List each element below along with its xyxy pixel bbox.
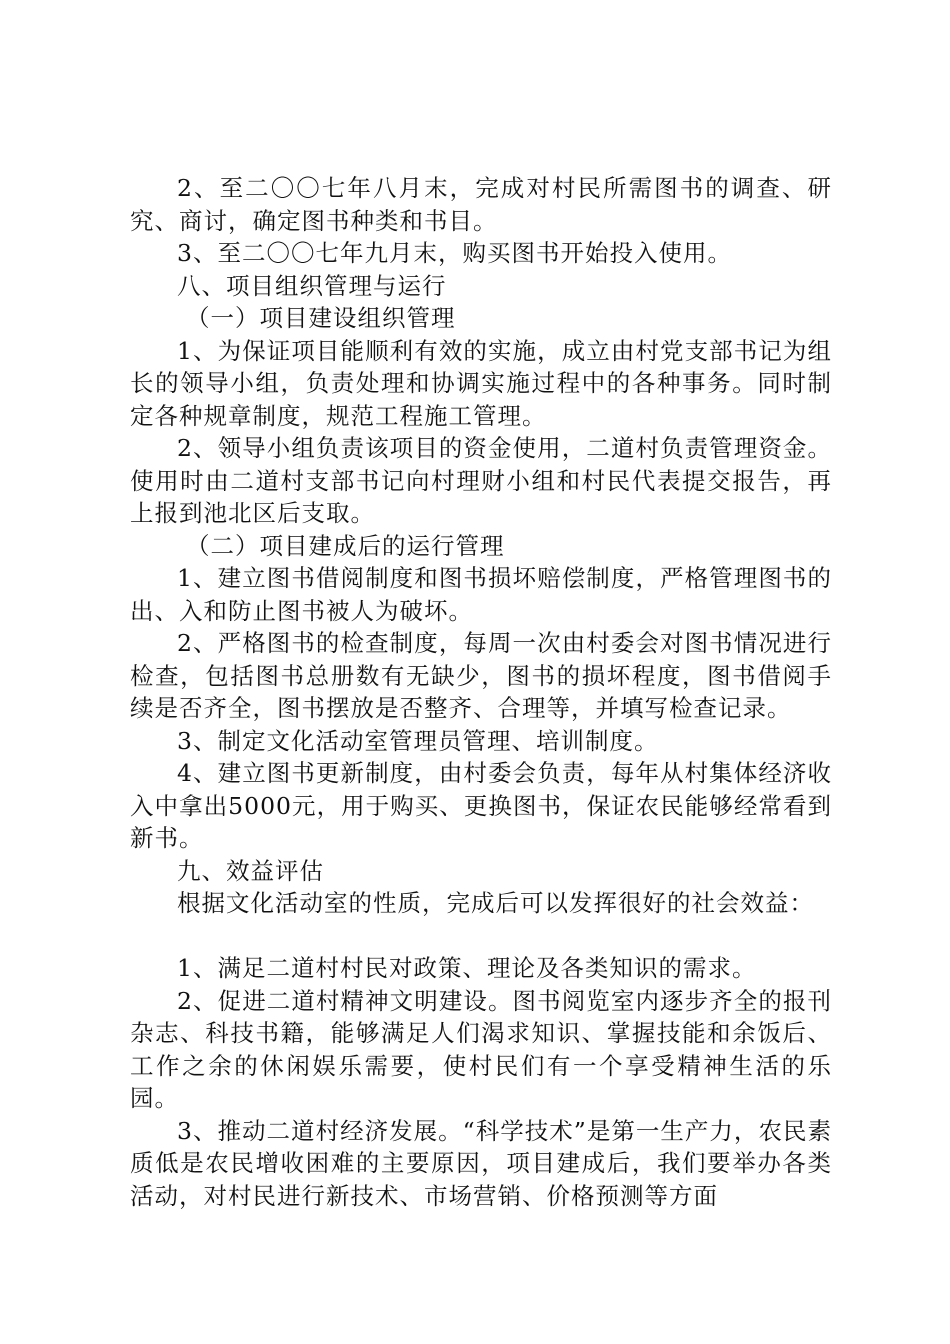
paragraph-fund-management: 2、领导小组负责该项目的资金使用，二道村负责管理资金。使用时由二道村支部书记向村理财小组和村民代表提交报告，再上报到池北区后支取。 — [130, 434, 832, 527]
section-heading-8: 八、项目组织管理与运行 — [177, 271, 447, 300]
paragraph-benefit-intro: 根据文化活动室的性质，完成后可以发挥很好的社会效益： — [177, 889, 814, 917]
subheading-construction-management: （一）项目建设组织管理 — [186, 304, 456, 332]
subheading-operation-management: （二）项目建成后的运行管理 — [186, 531, 505, 560]
paragraph-leadership-group: 1、为保证项目能顺利有效的实施，成立由村党支部书记为组长的领导小组，负责处理和协调实施过程中的各种事务。同时制定各种规章制度，规范工程施工管理。 — [130, 336, 832, 430]
paragraph-benefit-1: 1、满足二道村村民对政策、理论及各类知识的需求。 — [177, 954, 757, 982]
paragraph-borrowing-system: 1、建立图书借阅制度和图书损坏赔偿制度，严格管理图书的出、入和防止图书被人为破坏。 — [130, 564, 832, 625]
paragraph-benefit-2: 2、促进二道村精神文明建设。图书阅览室内逐步齐全的报刊杂志、科技书籍，能够满足人们渴求知识、掌握技能和余饭后、工作之余的休闲娱乐需要，使村民们有一个享受精神生活的乐园。 — [130, 986, 832, 1112]
paragraph-staff-training: 3、制定文化活动室管理员管理、培训制度。 — [177, 726, 659, 755]
paragraph-book-renewal: 4、建立图书更新制度，由村委会负责，每年从村集体经济收入中拿出5000元，用于购买、更换图书，保证农民能够经常看到新书。 — [130, 759, 832, 852]
paragraph-benefit-3: 3、推动二道村经济发展。“科学技术”是第一生产力，农民素质低是农民增收困难的主要原因，项目建成后，我们要举办各类活动，对村民进行新技术、市场营销、价格预测等方面 — [130, 1116, 832, 1210]
blank-line — [130, 920, 832, 953]
section-heading-9: 九、效益评估 — [177, 856, 324, 885]
paragraph-plan-aug: 2、至二〇〇七年八月末，完成对村民所需图书的调查、研究、商讨，确定图书种类和书目。 — [130, 174, 832, 235]
document-page — [130, 172, 832, 1212]
paragraph-inspection-system: 2、严格图书的检查制度，每周一次由村委会对图书情况进行检查，包括图书总册数有无缺少，图书的损坏程度，图书借阅手续是否齐全，图书摆放是否整齐、合理等，并填写检查记录。 — [130, 629, 832, 722]
paragraph-plan-sep: 3、至二〇〇七年九月末，购买图书开始投入使用。 — [177, 239, 732, 267]
